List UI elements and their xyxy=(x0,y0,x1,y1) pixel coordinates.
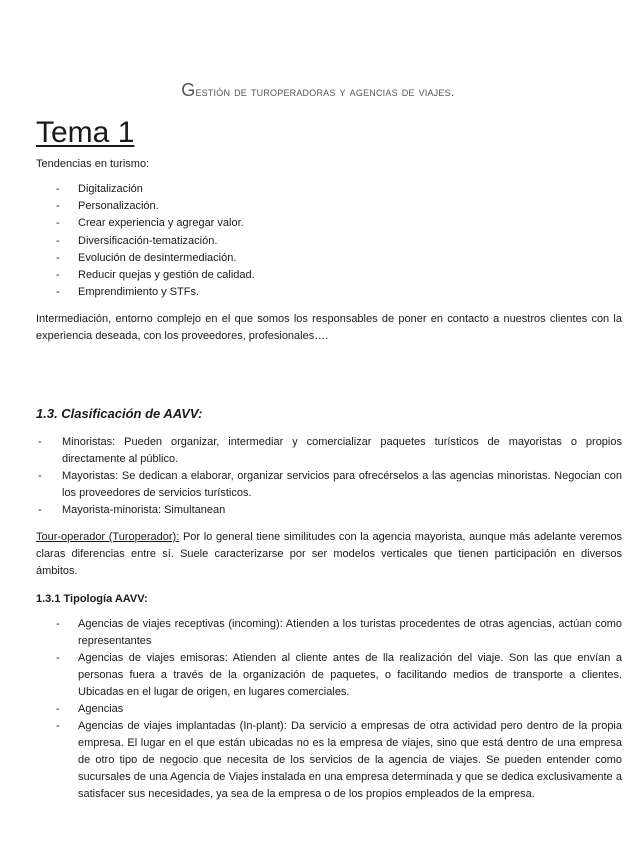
list-item-text: Personalización. xyxy=(78,200,159,213)
list-item xyxy=(36,434,622,468)
list-item xyxy=(56,701,622,718)
document-title xyxy=(0,80,636,101)
list-item xyxy=(56,267,255,284)
list-item xyxy=(56,616,622,650)
list-dash: - xyxy=(56,286,60,299)
aavv-list xyxy=(36,434,622,519)
list-item-text: Agencias xyxy=(78,703,124,715)
list-dash: - xyxy=(56,200,60,213)
list-item-text: Minoristas: Pueden organizar, intermediar y comercializar paquetes turísticos de mayoristas o propios directamente al público. xyxy=(62,436,622,465)
list-item xyxy=(56,215,255,232)
list-dash: - xyxy=(56,217,60,230)
list-item xyxy=(36,502,622,519)
list-item xyxy=(56,650,622,701)
list-item-text: Diversificación-tematización. xyxy=(78,234,218,247)
list-dash: - xyxy=(56,652,60,664)
list-item xyxy=(56,198,255,215)
list-dash: - xyxy=(56,618,60,630)
list-item-text: Digitalización xyxy=(78,183,143,195)
tour-operador-paragraph xyxy=(36,529,622,580)
list-item-text: Agencias de viajes implantadas (In-plant): Da servicio a empresas de otra actividad pero dentro de la propia empresa. El lugar en el que están ubicadas no es la empresa de viajes, sino que está dentro de una empresa de otro tipo de negocio que necesita de los servicios de la agencia de viajes. Se pueden entender como sucursales de una Agencia de Viajes instalada en una empresa determinada y que se dedica exclusivamente a satisfacer sus necesidades, ya sea de la empresa o de los propios empleados de la empresa. xyxy=(78,720,622,800)
list-dash: - xyxy=(56,234,60,247)
list-item xyxy=(56,250,255,267)
title-rest: estión de turoperadoras y agencias de viajes. xyxy=(195,84,455,99)
section-heading-1-3: 1.3. Clasificación de AAVV: xyxy=(36,406,203,421)
list-dash: - xyxy=(38,470,42,482)
list-dash: - xyxy=(56,720,60,732)
list-dash: - xyxy=(56,703,60,715)
trends-label: Tendencias en turismo: xyxy=(36,158,150,170)
list-item-text: Evolución de desintermediación. xyxy=(78,251,237,264)
trends-list xyxy=(56,181,255,301)
list-item-text: Mayoristas: Se dedican a elaborar, organizar servicios para ofrecérselos a las agencias minoristas. Negocian con los proveedores de servicios turísticos. xyxy=(62,470,622,499)
list-item xyxy=(56,718,622,803)
list-item-text: Agencias de viajes emisoras: Atienden al cliente antes de lla realización del viaje. Son las que envían a personas fuera a través de la organización de paquetes, o facilitando medios de transporte a clientes. Ubicadas en el lugar de origen, en lugares comerciales. xyxy=(78,652,622,698)
list-dash: - xyxy=(56,251,60,264)
list-item-text: Mayorista-minorista: Simultanean xyxy=(62,504,226,516)
list-dash: - xyxy=(38,436,42,448)
tipologia-list xyxy=(56,616,622,803)
list-dash: - xyxy=(38,504,42,516)
intermediacion-paragraph: Intermediación, entorno complejo en el que somos los responsables de poner en contacto a nuestros clientes con la experiencia deseada, con los proveedores, profesionales…. xyxy=(36,313,622,342)
title-initial: G xyxy=(181,80,196,100)
list-item-text: Reducir quejas y gestión de calidad. xyxy=(78,268,255,281)
list-item xyxy=(56,284,255,301)
list-item-text: Agencias de viajes receptivas (incoming): Atienden a los turistas procedentes de otras agencias, actúan como representantes xyxy=(78,618,622,647)
list-item xyxy=(36,468,622,502)
list-dash: - xyxy=(56,268,60,281)
list-item-text: Emprendimiento y STFs. xyxy=(78,286,200,299)
section-heading-1-3-1: 1.3.1 Tipología AAVV: xyxy=(36,593,148,605)
list-item xyxy=(56,233,255,250)
list-item xyxy=(56,181,255,198)
tour-operador-text: Por lo general tiene similitudes con la agencia mayorista, aunque más adelante veremos claras diferencias entre sí. Suele caracterizarse por ser modelos verticales que tienen participación en diversos ámbitos. xyxy=(36,531,623,577)
tour-operador-label: Tour-operador (Turoperador): xyxy=(36,531,180,543)
tema-heading: Tema 1 xyxy=(36,116,135,149)
list-item-text: Crear experiencia y agregar valor. xyxy=(78,217,244,230)
list-dash: - xyxy=(56,183,60,195)
